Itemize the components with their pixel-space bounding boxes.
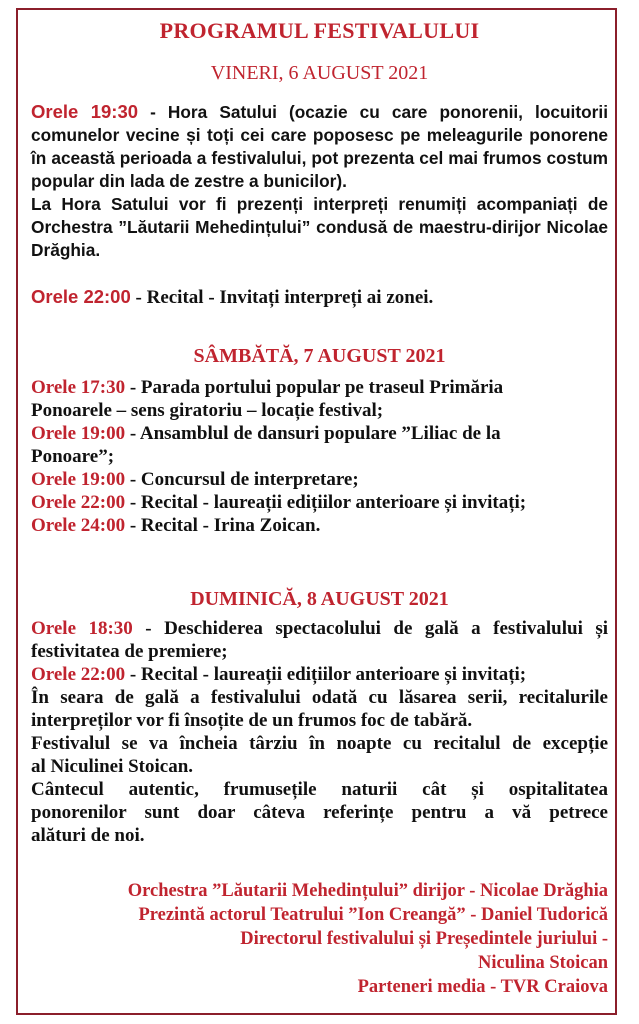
sunday-paragraph-line-3: Festivalul se va încheia târziu în noapte cu recitalul de excepție (31, 733, 608, 754)
sunday-paragraph-line-7: alături de noi. (31, 825, 145, 846)
saturday-item-5: Orele 24:00 - Recital - Irina Zoican. (31, 515, 321, 536)
sunday-item-1: Orele 18:30 - Deschiderea spectacolului de gală a festivalului și festivitatea de premiere; (31, 618, 608, 662)
saturday-item-2: Orele 19:00 - Ansamblul de dansuri populare ”Liliac de la Ponoare”; (31, 423, 501, 467)
sunday-schedule (31, 617, 608, 847)
friday-item-1-line-4: popular din lada de zestre a bunicilor). (31, 171, 347, 191)
day-heading-saturday: SÂMBĂTĂ, 7 AUGUST 2021 (193, 345, 446, 367)
time-label: Orele 24:00 (31, 515, 126, 536)
credit-director-name: Niculina Stoican (477, 953, 608, 973)
sunday-paragraph-line-4: al Niculinei Stoican. (31, 756, 194, 777)
time-label: Orele 19:00 (31, 469, 126, 490)
friday-note-line-1: La Hora Satului vor fi prezenți interpreți renumiți acompaniați de (31, 194, 608, 214)
time-label: Orele 22:00 (31, 286, 131, 307)
friday-item-1-line-1: Orele 19:30 - Hora Satului (ocazie cu care ponorenii, locuitorii (31, 101, 608, 122)
credit-orchestra: Orchestra ”Lăutarii Mehedințului” dirijor - Nicolae Drăghia (127, 881, 608, 901)
friday-note-line-2: Orchestra ”Lăutarii Mehedințului” condusă de maestru-dirijor Nicolae (31, 217, 608, 237)
credit-presenter: Prezintă actorul Teatrului ”Ion Creangă” - Daniel Tudorică (138, 905, 608, 925)
friday-item-1 (31, 100, 608, 262)
sunday-paragraph-line-6: ponorenilor sunt doar câteva referințe pentru a vă petrece (31, 802, 608, 823)
sunday-paragraph-line-2: interpreților vor fi însoțite de un frumos foc de tabără. (31, 710, 473, 731)
saturday-item-4: Orele 22:00 - Recital - laureații edițiilor anterioare și invitați; (31, 492, 527, 513)
friday-item-1-line-3: în această perioada a festivalului, pot prezenta cel mai frumos costum (31, 148, 608, 168)
friday-item-2: Orele 22:00 - Recital - Invitați interpreți ai zonei. (31, 286, 434, 308)
credits (20, 879, 608, 999)
sunday-paragraph-line-1: În seara de gală a festivalului odată cu lăsarea serii, recitalurile (31, 687, 608, 708)
day-heading-sunday: DUMINICĂ, 8 AUGUST 2021 (190, 588, 449, 610)
page-title: PROGRAMUL FESTIVALULUI (159, 18, 480, 43)
time-label: Orele 17:30 (31, 377, 126, 398)
saturday-schedule (31, 376, 608, 537)
sunday-paragraph-line-5: Cântecul autentic, frumusețile naturii cât și ospitalitatea (31, 779, 608, 800)
saturday-item-3: Orele 19:00 - Concursul de interpretare; (31, 469, 359, 490)
time-label: Orele 19:30 (31, 101, 139, 122)
time-label: Orele 18:30 (31, 618, 133, 639)
time-label: Orele 19:00 (31, 423, 126, 444)
time-label: Orele 22:00 (31, 492, 126, 513)
sunday-item-2: Orele 22:00 - Recital - laureații edițiilor anterioare și invitați; (31, 664, 527, 685)
credit-director: Directorul festivalului și Președintele juriului - (240, 929, 608, 949)
friday-item-1-line-2: comunelor vecine și toți cei care poposesc pe meleagurile ponorene (31, 125, 608, 145)
credit-media-partner: Parteneri media - TVR Craiova (357, 977, 608, 997)
friday-note-line-3: Drăghia. (31, 240, 101, 260)
time-label: Orele 22:00 (31, 664, 126, 685)
saturday-item-1: Orele 17:30 - Parada portului popular pe traseul Primăria Ponoarele – sens giratoriu – locație festival; (31, 377, 504, 421)
day-heading-friday: VINERI, 6 AUGUST 2021 (210, 62, 429, 84)
